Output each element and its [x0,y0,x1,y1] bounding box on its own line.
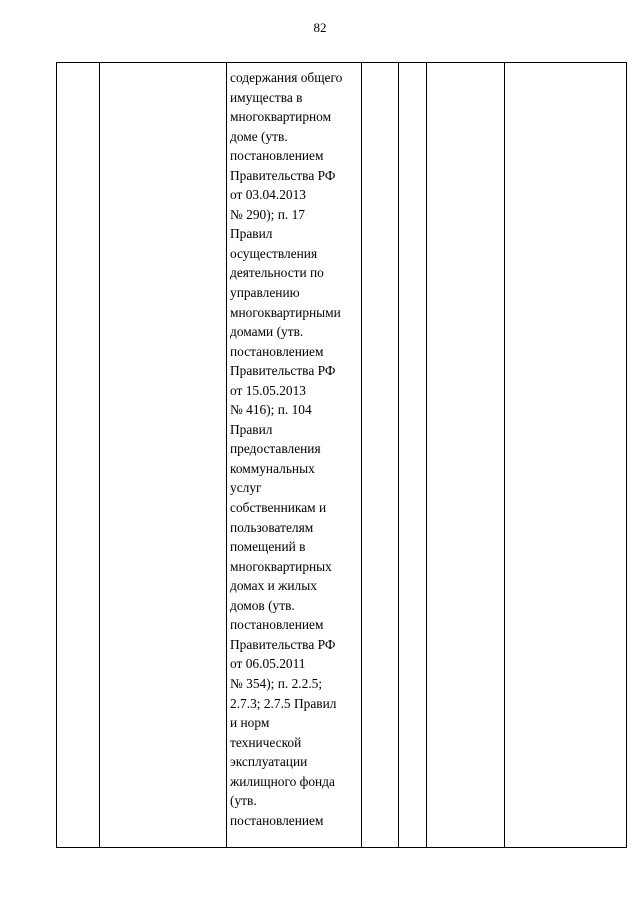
text-line: эксплуатации [230,754,308,770]
page-number: 82 [313,20,327,35]
text-line: домов (утв. [230,597,295,613]
text-line: № 290); п. 17 [230,206,305,222]
text-line: постановлением [230,812,324,828]
text-line: от 15.05.2013 [230,382,306,398]
text-line: постановлением [230,617,324,633]
table-cell-6 [427,63,505,848]
text-line: коммунальных [230,460,315,476]
text-line: собственникам и [230,500,327,516]
text-line: Правительства РФ [230,363,336,379]
table-cell-7 [505,63,627,848]
document-table [56,62,627,848]
table-cell-2 [100,63,227,848]
text-line: услуг [230,480,262,496]
text-line: технической [230,734,302,750]
text-line: предоставления [230,441,321,457]
text-line: Правил [230,226,273,242]
regulation-text [227,63,361,830]
text-line: № 416); п. 104 [230,402,312,418]
text-line: управлению [230,285,300,301]
text-line: домах и жилых [230,578,317,594]
text-line: от 03.04.2013 [230,187,306,203]
text-line: № 354); п. 2.2.5; [230,675,323,691]
text-line: имущества в [230,89,303,105]
text-line: многоквартирными [230,304,341,320]
table-cell-3 [227,63,362,848]
text-line: домами (утв. [230,324,304,340]
text-line: Правил [230,421,273,437]
table-cell-1 [57,63,100,848]
text-line: содержания общего [230,70,343,85]
text-line: Правительства РФ [230,636,336,652]
text-line: доме (утв. [230,128,288,144]
text-line: Правительства РФ [230,167,336,183]
text-line: жилищного фонда [230,773,335,789]
table-cell-5 [399,63,427,848]
text-line: пользователям [230,519,314,535]
text-line: 2.7.3; 2.7.5 Правил [230,695,337,711]
text-line: постановлением [230,148,324,164]
text-line: и норм [230,715,270,731]
text-line: помещений в [230,539,306,555]
text-line: от 06.05.2011 [230,656,306,672]
text-line: деятельности по [230,265,324,281]
table-cell-4 [362,63,399,848]
text-line: постановлением [230,343,324,359]
table-row [57,63,627,848]
text-line: (утв. [230,793,257,809]
text-line: многоквартирных [230,558,332,574]
text-line: многоквартирном [230,109,332,125]
text-line: осуществления [230,245,318,261]
